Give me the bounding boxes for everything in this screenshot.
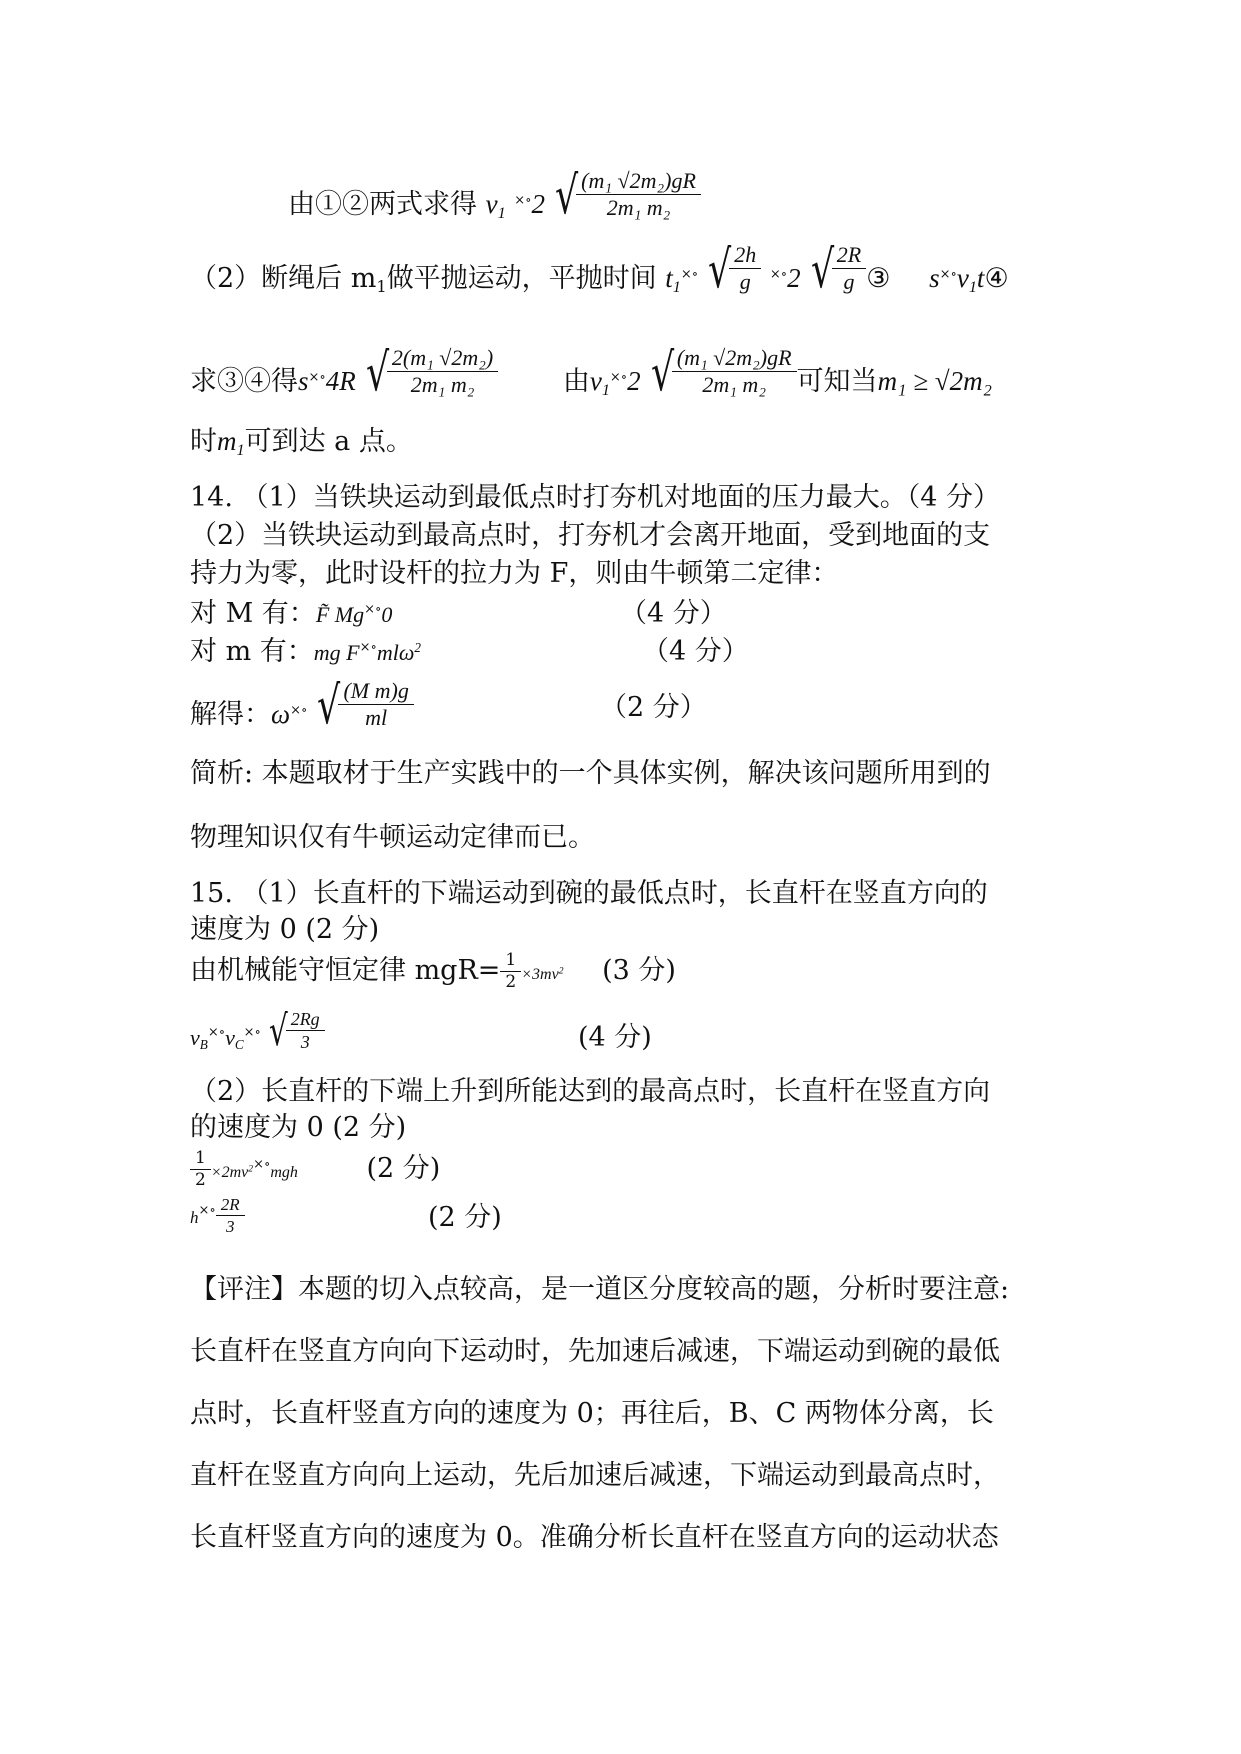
eq-velocity: $v_B^{\times\circ}v_C^{\times\circ}$ √ 2Rg 3 (4 分)	[190, 1006, 652, 1055]
eq-height: $\frac{1}{2}$ $\times 2mv^{2\times\circ}mgh$ (2 分)	[190, 1150, 440, 1189]
glyph-artifact: ×∘	[769, 266, 788, 282]
text-line: 速度为 0 (2 分)	[190, 914, 380, 945]
text-line: 【评注】本题的切入点较高，是一道区分度较高的题，分析时要注意:	[190, 1274, 1010, 1305]
coef: 2	[627, 366, 641, 396]
text-line: （2）当铁块运动到最高点时，打夯机才会离开地面，受到地面的支	[190, 520, 991, 551]
sqrt: √ (m₁ √2m₂)gR 2m₁ m₂	[545, 170, 701, 222]
var-s: s	[929, 263, 940, 293]
text-line: 点时，长直杆竖直方向的速度为 0；再往后，B、C 两物体分离，长	[190, 1398, 994, 1429]
text-segment: 做平抛运动，平抛时间	[386, 263, 657, 294]
var-v: $v_1$	[485, 189, 506, 222]
eq-m: 对 m 有：mg F×∘mlω$^2$ （4 分）	[190, 636, 749, 667]
eq-M: 对 M 有：F̃ Mg×∘0 （4 分）	[190, 598, 727, 629]
eq-fall-time	[190, 240, 1009, 300]
coef: 2	[531, 189, 546, 219]
glyph-artifact: ×∘	[939, 266, 957, 282]
glyph-artifact: ×∘	[609, 369, 628, 385]
glyph-artifact: ×∘	[308, 369, 326, 385]
glyph-artifact: ×∘	[680, 266, 699, 282]
score: (3 分)	[602, 955, 676, 986]
var-v1: $v_1$	[589, 366, 610, 399]
sqrt: √ (m₁ √2m₂)gR 2m₁ m₂	[641, 347, 797, 399]
text-line: 时$m_1$可到达 a 点。	[190, 426, 413, 459]
condition: m₁ ≥ √2m₂	[877, 366, 992, 396]
sqrt: √ 2(m₁ √2m₂) 2m₁ m₂	[356, 347, 498, 399]
sqrt: √ 2h g	[698, 244, 761, 296]
text-line: 简析: 本题取材于生产实践中的一个具体实例，解决该问题所用到的	[190, 758, 991, 789]
text-segment: 求③④得	[190, 366, 298, 397]
eq-h: h×∘ $\frac{2R}{3}$ (2 分)	[190, 1195, 502, 1236]
eq-energy: 由机械能守恒定律 mgR= $\frac{1}{2}$ $\times 3mv^2$ (3 分)	[190, 950, 676, 992]
score: （2 分）	[600, 692, 707, 723]
text-line: 15. （1）长直杆的下端运动到碗的最低点时，长直杆在竖直方向的	[190, 878, 988, 909]
score: (2 分)	[366, 1153, 441, 1184]
score: (4 分)	[578, 1022, 652, 1053]
var-t1: $t_1$	[665, 263, 681, 296]
text-line: 物理知识仅有牛顿运动定律而已。	[190, 822, 595, 853]
coef: 4R	[325, 366, 356, 396]
eq-distance	[190, 343, 992, 403]
coef: 2	[787, 263, 801, 293]
text-line: 14. （1）当铁块运动到最低点时打夯机对地面的压力最大。（4 分）	[190, 482, 1000, 513]
sub: 1	[376, 276, 387, 296]
eq-v1-result	[288, 166, 701, 226]
eq-omega: 解得：ω×∘ √ (M m)g ml （2 分）	[190, 676, 707, 736]
mark: ③	[866, 263, 891, 294]
text-segment: 由	[562, 366, 590, 397]
mark: ④	[984, 263, 1009, 294]
var-s: s	[298, 366, 309, 396]
text-line: 直杆在竖直方向向上运动，先后加速后减速，下端运动到最高点时，	[190, 1460, 1000, 1491]
text-line: 的速度为 0 (2 分)	[190, 1112, 407, 1143]
glyph-artifact: ×∘	[514, 192, 532, 208]
text-line: 持力为零，此时设杆的拉力为 F，则由牛顿第二定律：	[190, 558, 839, 589]
score: （4 分）	[642, 636, 749, 667]
var-v1t: $v_1t$	[956, 263, 985, 296]
text-line: 长直杆在竖直方向向下运动时，先加速后减速，下端运动到碗的最低	[190, 1336, 1000, 1367]
text-segment: 由①②两式求得	[288, 189, 477, 220]
score: (2 分)	[428, 1202, 502, 1233]
text-line: （2）长直杆的下端上升到所能达到的最高点时，长直杆在竖直方向	[190, 1076, 991, 1107]
text-segment: （2）断绳后 m	[190, 263, 377, 294]
sqrt: √ 2R g	[801, 244, 867, 296]
score: （4 分）	[620, 598, 727, 629]
text-segment: 可知当	[796, 366, 878, 397]
text-line: 长直杆竖直方向的速度为 0。准确分析长直杆在竖直方向的运动状态	[190, 1522, 999, 1553]
